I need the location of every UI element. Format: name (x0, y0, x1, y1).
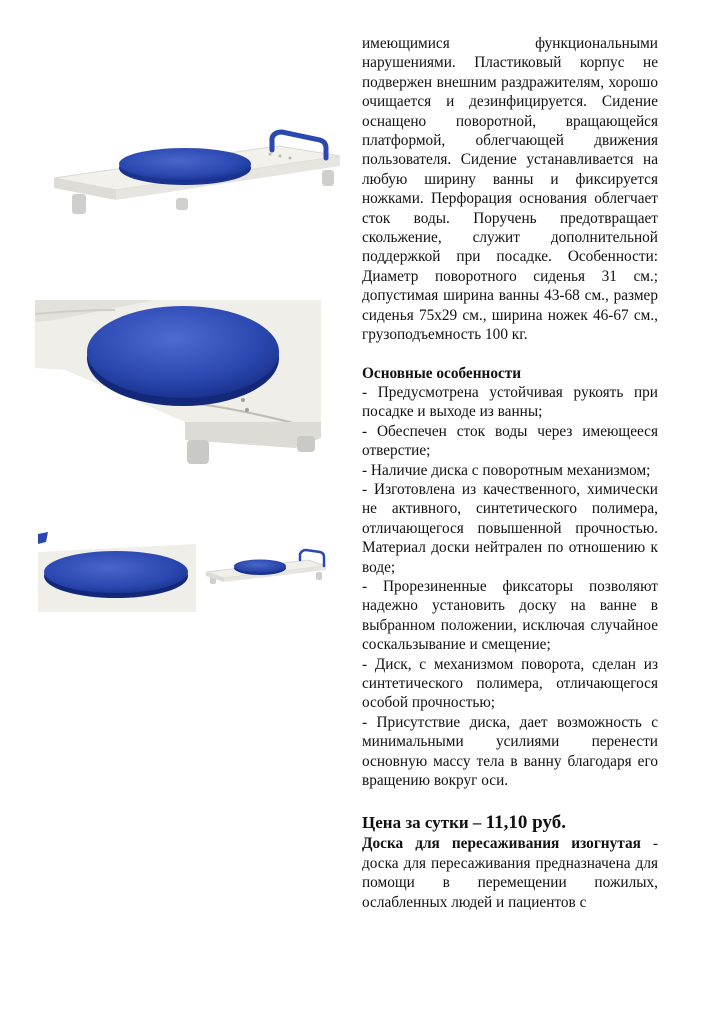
features-heading: Основные особенности (362, 364, 522, 382)
text-column (362, 34, 658, 912)
feature-item: - Присутствие диска, дает возможность с минимальными усилиями перенести основную массу тела в ванну благодаря его вращению вокруг оси. (362, 713, 658, 790)
price-label: Цена за сутки – (362, 813, 486, 833)
feature-item: - Диск, с механизмом поворота, сделан из синтетического полимера, отличающегося особой прочностью; (362, 655, 658, 712)
bath-board-photo-4 (204, 548, 328, 588)
feature-item: - Наличие диска с поворотным механизмом; (362, 461, 651, 479)
feature-item: - Прорезиненные фиксаторы позволяют надежно установить доску на ванне в выбранном положении, исключая случайное соскальзывание и смещение; (362, 577, 658, 654)
bath-board-photo-3 (38, 532, 196, 612)
price-line (362, 812, 658, 834)
intro-paragraph: имеющимися функциональными нарушениями. Пластиковый корпус не подвержен внешним раздражителям, хорошо очищается и дезинфицируется. Сидение оснащено поворотной, вращающейся платформой, облегчающей движения пользователя. Сидение устанавливается на любую ширину ванны и фиксируется ножками. Перфорация основания облегчает сток воды. Поручень предотвращает скольжение, служит дополнительной поддержкой при посадке. Особенности: Диаметр поворотного сиденья 31 см.; допустимая ширина ванны 43-68 см., размер сиденья 75х29 см., ширина ножек 46-67 см., грузоподъемность 100 кг. (362, 35, 658, 344)
feature-item: - Предусмотрена устойчивая рукоять при посадке и выходе из ванны; (362, 383, 658, 421)
spacer (362, 345, 658, 364)
price-value: 11,10 руб. (485, 812, 566, 834)
bath-board-photo-1 (50, 128, 342, 228)
next-product-paragraph (362, 834, 658, 912)
next-product-description: - доска для пересаживания предназначена для помощи в перемещении пожилых, ослабленных людей и пациентов с (362, 835, 659, 911)
bath-board-photo-2 (35, 300, 321, 468)
feature-item: - Обеспечен сток воды через имеющееся отверстие; (362, 422, 658, 460)
spacer (362, 790, 658, 812)
feature-item: - Изготовлена из качественного, химически не активного, синтетического полимера, отличающегося повышенной прочностью. Материал доски нейтрален по отношению к воде; (362, 480, 658, 576)
next-product-title: Доска для пересаживания изогнутая (362, 835, 641, 853)
